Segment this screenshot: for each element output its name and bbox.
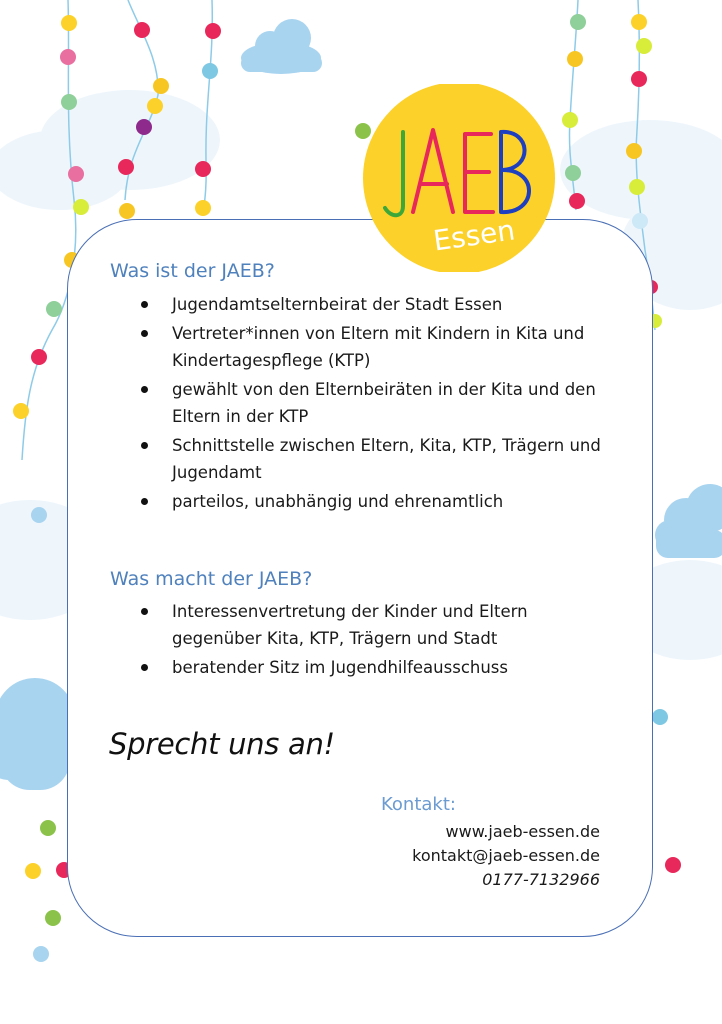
cloud-top — [241, 19, 322, 74]
list-item — [172, 376, 622, 430]
list-item-text: Eltern in der KTP — [172, 407, 309, 426]
slogan: Sprecht uns an! — [109, 727, 335, 761]
list-item-text: Jugendamt — [172, 463, 262, 482]
section1-heading: Was ist der JAEB? — [110, 260, 275, 282]
section1-list — [172, 291, 622, 517]
contact-phone: 0177-7132966 — [482, 870, 600, 889]
contact-email-link[interactable]: kontakt@jaeb-essen.de — [412, 846, 600, 865]
contact-heading: Kontakt: — [381, 794, 456, 815]
list-item-text: Vertreter*innen von Eltern mit Kindern in Kita und — [172, 324, 585, 343]
list-item-text: beratender Sitz im Jugendhilfeausschuss — [172, 658, 508, 677]
list-item-text: gewählt von den Elternbeiräten in der Kita und den — [172, 380, 596, 399]
list-item-text: Interessenvertretung der Kinder und Eltern — [172, 602, 528, 621]
list-item-text: Kindertagespflege (KTP) — [172, 351, 371, 370]
logo-subtitle: Essen — [431, 213, 517, 258]
list-item-text: Jugendamtselternbeirat der Stadt Essen — [172, 295, 503, 314]
list-item — [172, 432, 622, 486]
section2-heading: Was macht der JAEB? — [110, 568, 313, 590]
list-item — [172, 291, 622, 318]
contact-website-link[interactable]: www.jaeb-essen.de — [445, 822, 600, 841]
cloud-right — [655, 484, 722, 558]
list-item — [172, 320, 622, 374]
list-item — [172, 598, 622, 652]
jaeb-essen-logo — [361, 84, 557, 272]
cloud-left — [0, 678, 75, 790]
list-item-text: parteilos, unabhängig und ehrenamtlich — [172, 492, 504, 511]
section2-list — [172, 598, 622, 683]
list-item-text: gegenüber Kita, KTP, Trägern und Stadt — [172, 629, 498, 648]
list-item — [172, 488, 622, 515]
list-item-text: Schnittstelle zwischen Eltern, Kita, KTP, Trägern und — [172, 436, 601, 455]
list-item — [172, 654, 622, 681]
